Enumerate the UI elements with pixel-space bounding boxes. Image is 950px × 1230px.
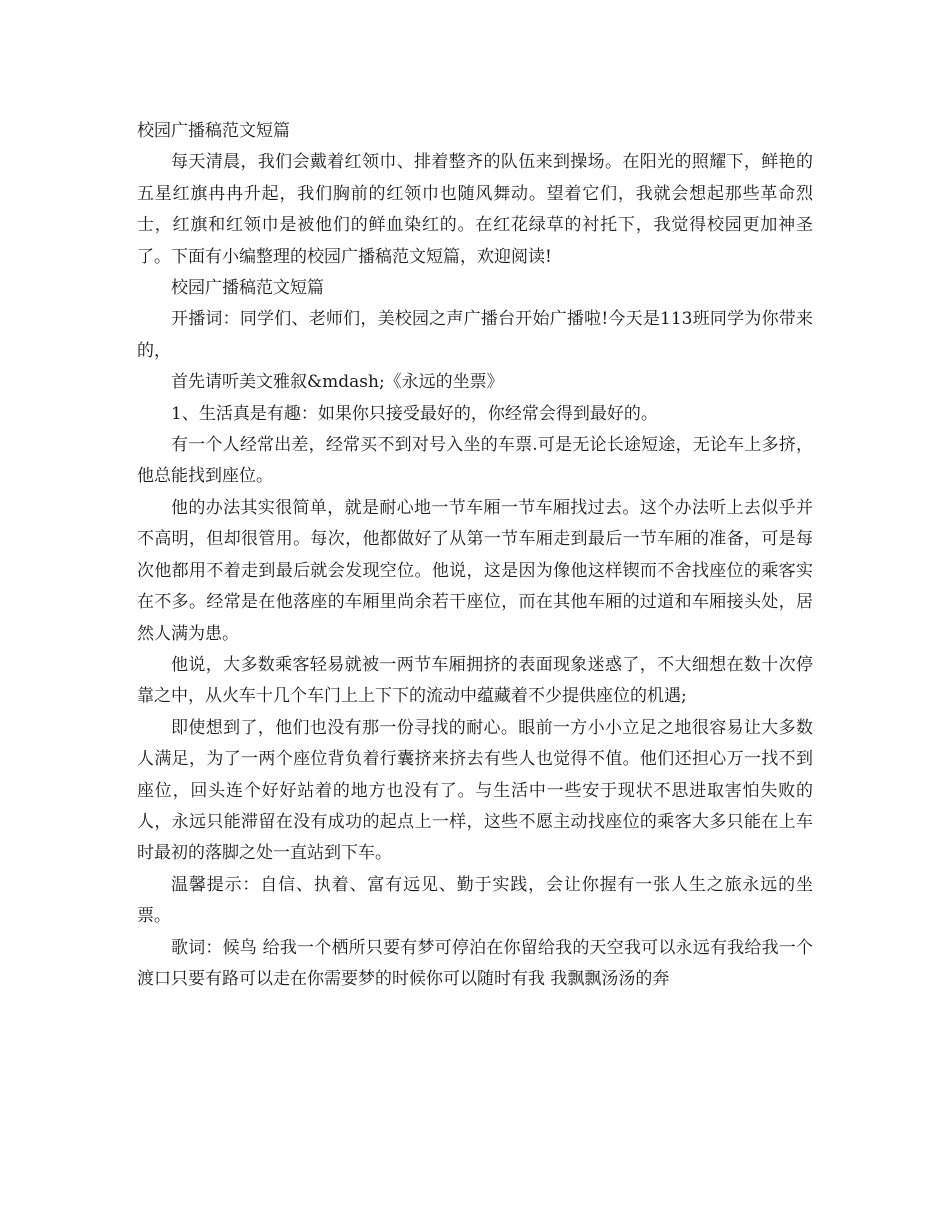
paragraph-story-1: 有一个人经常出差，经常买不到对号入坐的车票.可是无论长途短途，无论车上多挤，他总能找到座位。	[137, 435, 813, 487]
paragraph-first-item: 首先请听美文雅叙&mdash;《永远的坐票》	[171, 372, 504, 393]
paragraph-tip: 温馨提示：自信、执着、富有远见、勤于实践，会让你握有一张人生之旅永远的坐票。	[137, 874, 813, 927]
paragraph-subtitle: 校园广播稿范文短篇	[171, 278, 324, 299]
paragraph-opening: 开播词：同学们、老师们，美校园之声广播台开始广播啦!今天是113班同学为你带来的，	[137, 309, 813, 361]
paragraph-story-2: 他的办法其实很简单，就是耐心地一节车厢一节车厢找过去。这个办法听上去似乎并不高明，但却很管用。每次，他都做好了从第一节车厢走到最后一节车厢的准备，可是每次他都用不着走到最后就会发现空位。他说，这是因为像他这样锲而不舍找座位的乘客实在不多。经常是在他落座的车厢里尚余若干座位，而在其他车厢的过道和车厢接头处，居然人满为患。	[137, 497, 813, 644]
paragraph-lyrics: 歌词：候鸟 给我一个栖所只要有梦可停泊在你留给我的天空我可以永远有我给我一个渡口只要有路可以走在你需要梦的时候你可以随时有我 我飘飘汤汤的奔	[137, 937, 813, 989]
document-title: 校园广播稿范文短篇	[137, 121, 290, 141]
paragraph-point-1: 1、生活真是有趣：如果你只接受最好的，你经常会得到最好的。	[171, 403, 658, 424]
paragraph-story-4: 即使想到了，他们也没有那一份寻找的耐心。眼前一方小小立足之地很容易让大多数人满足，为了一两个座位背负着行囊挤来挤去有些人也觉得不值。他们还担心万一找不到座位，回头连个好好站着的地方也没有了。与生活中一些安于现状不思进取害怕失败的人，永远只能滞留在没有成功的起点上一样，这些不愿主动找座位的乘客大多只能在上车时最初的落脚之处一直站到下车。	[137, 717, 813, 864]
paragraph-story-3: 他说，大多数乘客轻易就被一两节车厢拥挤的表面现象迷惑了，不大细想在数十次停靠之中，从火车十几个车门上上下下的流动中蕴藏着不少提供座位的机遇;	[137, 654, 813, 707]
document-body	[137, 116, 813, 995]
paragraph-intro: 每天清晨，我们会戴着红领巾、排着整齐的队伍来到操场。在阳光的照耀下，鲜艳的五星红旗冉冉升起，我们胸前的红领巾也随风舞动。望着它们，我就会想起那些革命烈士，红旗和红领巾是被他们的鲜血染红的。在红花绿草的衬托下，我觉得校园更加神圣了。下面有小编整理的校园广播稿范文短篇，欢迎阅读!	[137, 152, 813, 267]
